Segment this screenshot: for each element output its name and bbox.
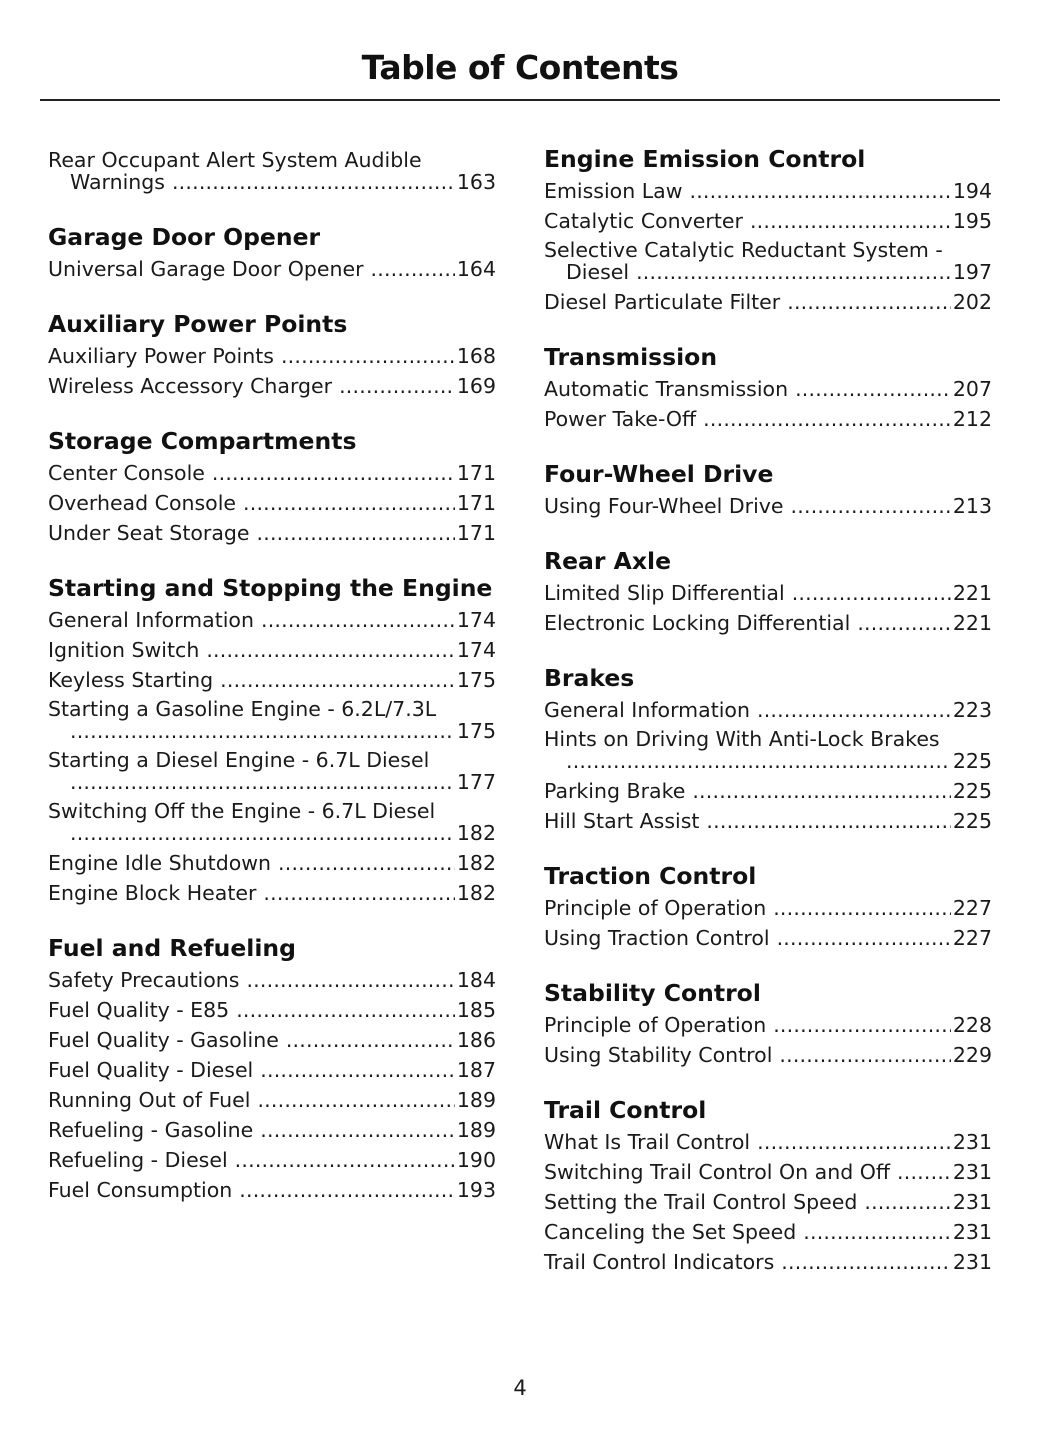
entry-title: Principle of Operation: [544, 896, 767, 920]
dot-leader: [795, 374, 951, 404]
page-ref: 227: [952, 896, 992, 920]
toc-entry[interactable]: [48, 458, 496, 488]
entry-title: Keyless Starting: [48, 668, 214, 692]
entry-title: Catalytic Converter: [544, 209, 743, 233]
toc-entry[interactable]: [544, 1247, 992, 1277]
page-number: 4: [513, 1376, 527, 1400]
entry-title: Using Stability Control: [544, 1043, 773, 1067]
toc-section-auxiliary-power-points: [48, 311, 496, 401]
page-ref: 231: [952, 1130, 992, 1154]
section-heading: Transmission: [544, 343, 718, 371]
page-ref: 212: [952, 407, 992, 431]
toc-section-starting-and-stopping-the-engine: [48, 575, 496, 908]
toc-entry[interactable]: [544, 236, 992, 287]
dot-leader: [773, 1010, 951, 1040]
page-ref: 187: [456, 1058, 496, 1082]
toc-entry[interactable]: [544, 806, 992, 836]
page-ref: 225: [952, 779, 992, 803]
entry-title: Automatic Transmission: [544, 377, 789, 401]
toc-entry[interactable]: [544, 1010, 992, 1040]
dot-leader: [703, 404, 951, 434]
dot-leader: [864, 1187, 950, 1217]
entry-title: Using Four-Wheel Drive: [544, 494, 784, 518]
page-ref: 231: [952, 1250, 992, 1274]
dot-leader: [257, 1085, 454, 1115]
toc-section-stability-control: [544, 980, 992, 1070]
dot-leader: [636, 261, 951, 283]
section-heading: Rear Axle: [544, 547, 672, 575]
toc-entry[interactable]: [544, 695, 992, 725]
toc-entry[interactable]: [544, 404, 992, 434]
toc-entry[interactable]: [48, 1145, 496, 1175]
entry-title: Diesel Particulate Filter: [544, 290, 781, 314]
toc-entry[interactable]: [544, 1187, 992, 1217]
toc-entry[interactable]: [544, 491, 992, 521]
page-ref: 195: [952, 209, 992, 233]
page-ref: 221: [952, 611, 992, 635]
toc-entry[interactable]: [48, 995, 496, 1025]
toc-section-transmission: [544, 344, 992, 434]
toc-entry[interactable]: [48, 1055, 496, 1085]
entry-title: Center Console: [48, 461, 205, 485]
page-ref: 182: [456, 881, 496, 905]
page-ref: 175: [456, 719, 496, 743]
page-ref: 223: [952, 698, 992, 722]
dot-leader: [239, 1175, 455, 1205]
page-ref: 171: [456, 491, 496, 515]
entry-title: Limited Slip Differential: [544, 581, 785, 605]
entry-title: What Is Trail Control: [544, 1130, 751, 1154]
entry-title-cont: Diesel: [566, 260, 630, 284]
page-ref: 177: [456, 770, 496, 794]
dot-leader: [286, 1025, 455, 1055]
toc-entry[interactable]: [48, 1025, 496, 1055]
entry-title: Fuel Quality - Gasoline: [48, 1028, 279, 1052]
dot-leader: [689, 176, 950, 206]
toc-entry[interactable]: [544, 893, 992, 923]
toc-entry[interactable]: [48, 371, 496, 401]
dot-leader: [243, 488, 455, 518]
toc-entry[interactable]: [544, 923, 992, 953]
page-ref: 189: [456, 1118, 496, 1142]
dot-leader: [803, 1217, 951, 1247]
page-ref: 225: [952, 749, 992, 773]
entry-title: Wireless Accessory Charger: [48, 374, 333, 398]
dot-leader: [220, 665, 455, 695]
page-ref: 182: [456, 821, 496, 845]
toc-entry[interactable]: [544, 578, 992, 608]
toc-entry[interactable]: [48, 965, 496, 995]
entry-title: Fuel Quality - Diesel: [48, 1058, 254, 1082]
page-ref: 175: [456, 668, 496, 692]
entry-title: Ignition Switch: [48, 638, 200, 662]
page-ref: 202: [952, 290, 992, 314]
dot-leader: [781, 1247, 951, 1277]
entry-title: Universal Garage Door Opener: [48, 257, 364, 281]
page-ref: 213: [952, 494, 992, 518]
entry-title: Emission Law: [544, 179, 683, 203]
page-ref: 227: [952, 926, 992, 950]
page-ref: 184: [456, 968, 496, 992]
dot-leader: [897, 1157, 951, 1187]
toc-section-engine-emission-control: [544, 146, 992, 317]
toc-section-storage-compartments: [48, 428, 496, 548]
toc-entry[interactable]: [544, 374, 992, 404]
page-ref: 221: [952, 581, 992, 605]
dot-leader: [70, 720, 455, 742]
toc-entry[interactable]: [48, 878, 496, 908]
page-ref: 174: [456, 608, 496, 632]
dot-leader: [281, 341, 455, 371]
toc-entry[interactable]: [544, 1040, 992, 1070]
entry-title: Principle of Operation: [544, 1013, 767, 1037]
dot-leader: [260, 1115, 455, 1145]
entry-title: Using Traction Control: [544, 926, 770, 950]
entry-title: Engine Idle Shutdown: [48, 851, 272, 875]
entry-title: Trail Control Indicators: [544, 1250, 775, 1274]
page-ref: 228: [952, 1013, 992, 1037]
page-ref: 231: [952, 1220, 992, 1244]
entry-title: Under Seat Storage: [48, 521, 250, 545]
entry-title: Refueling - Gasoline: [48, 1118, 254, 1142]
dot-leader: [70, 771, 455, 793]
toc-section-rear-axle: [544, 548, 992, 638]
dot-leader: [757, 695, 951, 725]
entry-title: Parking Brake: [544, 779, 686, 803]
toc-section-garage-door-opener: [48, 224, 496, 284]
page-ref: 171: [456, 521, 496, 545]
section-heading: Garage Door Opener: [48, 223, 321, 251]
page-ref: 225: [952, 809, 992, 833]
toc-entry[interactable]: [48, 518, 496, 548]
dot-leader: [257, 518, 455, 548]
toc-entry[interactable]: [48, 1085, 496, 1115]
toc-entry[interactable]: [48, 797, 496, 848]
section-heading: Fuel and Refueling: [48, 934, 296, 962]
entry-title: Switching Trail Control On and Off: [544, 1160, 891, 1184]
section-heading: Auxiliary Power Points: [48, 310, 348, 338]
page-ref: 231: [952, 1160, 992, 1184]
entry-title: Safety Precautions: [48, 968, 240, 992]
entry-title: Hints on Driving With Anti-Lock Brakes: [544, 727, 940, 751]
page-ref: 197: [952, 260, 992, 284]
dot-leader: [339, 371, 455, 401]
page-ref: 193: [456, 1178, 496, 1202]
dot-leader: [278, 848, 455, 878]
dot-leader: [235, 1145, 455, 1175]
toc-entry[interactable]: [48, 635, 496, 665]
toc-section-continued: [48, 146, 496, 197]
entry-title: Fuel Quality - E85: [48, 998, 230, 1022]
page-ref: 229: [952, 1043, 992, 1067]
dot-leader: [857, 608, 951, 638]
dot-leader: [777, 923, 951, 953]
page-ref: 174: [456, 638, 496, 662]
toc-entry[interactable]: [544, 725, 992, 776]
toc-entry[interactable]: [48, 488, 496, 518]
entry-continuation: [48, 171, 496, 197]
dot-leader: [263, 878, 454, 908]
title-divider: [40, 99, 1000, 101]
entry-title: Auxiliary Power Points: [48, 344, 274, 368]
page-ref: 182: [456, 851, 496, 875]
section-heading: Storage Compartments: [48, 427, 357, 455]
entry-title: Running Out of Fuel: [48, 1088, 251, 1112]
dot-leader: [261, 605, 455, 635]
toc-entry[interactable]: [544, 1217, 992, 1247]
toc-entry[interactable]: [48, 254, 496, 284]
section-heading: Engine Emission Control: [544, 145, 866, 173]
dot-leader: [792, 578, 951, 608]
entry-title: Refueling - Diesel: [48, 1148, 228, 1172]
toc-entry[interactable]: [544, 176, 992, 206]
entry-continuation: [48, 720, 496, 746]
page-ref: 163: [456, 170, 496, 194]
dot-leader: [791, 491, 951, 521]
page-ref: 171: [456, 461, 496, 485]
page-ref: 207: [952, 377, 992, 401]
dot-leader: [773, 893, 951, 923]
toc-entry[interactable]: [544, 608, 992, 638]
toc-section-traction-control: [544, 863, 992, 953]
toc-entry[interactable]: [544, 1127, 992, 1157]
entry-title: Switching Off the Engine - 6.7L Diesel: [48, 799, 436, 823]
page-title: Table of Contents: [361, 48, 679, 87]
entry-title: Starting a Gasoline Engine - 6.2L/7.3L: [48, 697, 437, 721]
dot-leader: [212, 458, 455, 488]
page-ref: 231: [952, 1190, 992, 1214]
toc-section-four-wheel-drive: [544, 461, 992, 521]
dot-leader: [260, 1055, 455, 1085]
page-ref: 190: [456, 1148, 496, 1172]
toc-column-right: [544, 146, 992, 1304]
toc-entry[interactable]: [48, 695, 496, 746]
dot-leader: [692, 776, 951, 806]
toc-section-fuel-and-refueling: [48, 935, 496, 1205]
entry-title: Canceling the Set Speed: [544, 1220, 797, 1244]
entry-title: Engine Block Heater: [48, 881, 257, 905]
section-heading: Starting and Stopping the Engine: [48, 574, 493, 602]
page-ref: 185: [456, 998, 496, 1022]
dot-leader: [371, 254, 455, 284]
section-heading: Trail Control: [544, 1096, 707, 1124]
dot-leader: [757, 1127, 951, 1157]
toc-entry[interactable]: [544, 776, 992, 806]
entry-title: Starting a Diesel Engine - 6.7L Diesel: [48, 748, 430, 772]
page-ref: 164: [456, 257, 496, 281]
dot-leader: [787, 287, 951, 317]
entry-title-cont: Warnings: [70, 170, 165, 194]
section-heading: Four-Wheel Drive: [544, 460, 774, 488]
entry-title: Fuel Consumption: [48, 1178, 233, 1202]
entry-continuation: [48, 822, 496, 848]
toc-entry[interactable]: [48, 146, 496, 197]
dot-leader: [236, 995, 455, 1025]
entry-title: Rear Occupant Alert System Audible: [48, 148, 422, 172]
dot-leader: [206, 635, 455, 665]
toc-entry[interactable]: [48, 665, 496, 695]
page-ref: 189: [456, 1088, 496, 1112]
page-ref: 169: [456, 374, 496, 398]
entry-title: General Information: [48, 608, 254, 632]
entry-title: General Information: [544, 698, 750, 722]
dot-leader: [779, 1040, 950, 1070]
toc-section-brakes: [544, 665, 992, 836]
toc-column-left: [48, 146, 496, 1232]
dot-leader: [566, 750, 951, 772]
entry-continuation: [48, 771, 496, 797]
section-heading: Traction Control: [544, 862, 757, 890]
entry-title: Hill Start Assist: [544, 809, 700, 833]
page-ref: 168: [456, 344, 496, 368]
page-ref: 186: [456, 1028, 496, 1052]
entry-title: Overhead Console: [48, 491, 237, 515]
dot-leader: [70, 822, 455, 844]
page-ref: 194: [952, 179, 992, 203]
entry-continuation: [544, 750, 992, 776]
dot-leader: [750, 206, 951, 236]
entry-title: Electronic Locking Differential: [544, 611, 851, 635]
entry-title: Selective Catalytic Reductant System -: [544, 238, 943, 262]
toc-entry[interactable]: [48, 605, 496, 635]
dot-leader: [706, 806, 950, 836]
entry-title: Setting the Trail Control Speed: [544, 1190, 858, 1214]
toc-entry[interactable]: [544, 287, 992, 317]
section-heading: Stability Control: [544, 979, 761, 1007]
toc-entry[interactable]: [48, 1175, 496, 1205]
section-heading: Brakes: [544, 664, 635, 692]
toc-entry[interactable]: [48, 1115, 496, 1145]
toc-entry[interactable]: [48, 848, 496, 878]
entry-title: Power Take-Off: [544, 407, 697, 431]
toc-entry[interactable]: [48, 341, 496, 371]
toc-section-trail-control: [544, 1097, 992, 1277]
toc-entry[interactable]: [544, 1157, 992, 1187]
toc-entry[interactable]: [544, 206, 992, 236]
entry-continuation: [544, 261, 992, 287]
dot-leader: [246, 965, 454, 995]
toc-entry[interactable]: [48, 746, 496, 797]
dot-leader: [172, 171, 455, 193]
